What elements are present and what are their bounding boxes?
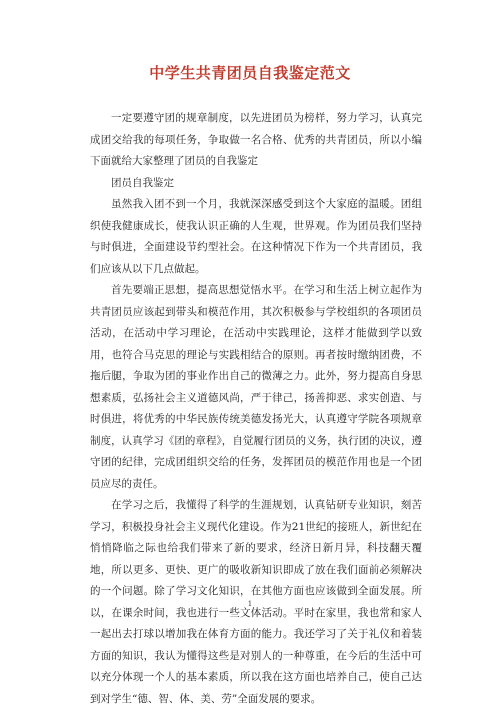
intro-paragraph: 一定要遵守团的规章制度，以先进团员为榜样，努力学习，认真完成团交给我的每项任务，争取做一名合格、优秀的共青团员，所以小编下面就给大家整理了团员的自我鉴定 (90, 112, 422, 167)
document-title: 中学生共青团员自我鉴定范文 (149, 64, 351, 82)
body-paragraph-1: 虽然我入团不到一个月，我就深深感受到这个大家庭的温暖。团组织使我健康成长，使我认识正确的人生观，世界观。作为团员我们坚持与时俱进，全面建设节约型社会。在这种情况下作为一个共青团员，我们应该从以下几点做起。 (90, 198, 422, 275)
body-paragraph-3: 在学习之后，我懂得了科学的生涯规划，认真钻研专业知识，刻苦学习，积极投身社会主义现代化建设。作为21世纪的接班人，新世纪在悄悄降临之际也给我们带来了新的要求，经济日新月异，科技翻天覆地，所以更多、更快、更广的吸收新知识即成了放在我们面前必须解决的一个问题。除了学习文化知识，在其他方面也应该做到全面发展。所以，在课余时间，我也进行一些文体活动。平时在家里，我也常和家人一起出去打球以增加我在体育方面的能力。我还学习了关于礼仪和着装方面的知识，我认为懂得这些是对别人的一种尊重，在今后的生活中可以充分体现一个人的基本素质，所以我在这方面也培养自己，使自己达到对学生“德、智、体、美、劳”全面发展的要求。 (90, 499, 422, 705)
body-paragraph-2: 首先要端正思想，提高思想觉悟水平。在学习和生活上树立起作为共青团员应该起到带头和模范作用，其次积极参与学校组织的各项团员活动，在活动中学习理论，在活动中实践理论，这样才能做到学以致用，也符合马克思的理论与实践相结合的原则。再者按时缴纳团费，不拖后腿，争取为团的事业作出自己的微薄之力。此外，努力提高自身思想素质，弘扬社会主义道德风尚，严于律己，扬善抑恶、求实创造、与时俱进，将优秀的中华民族传统美德发扬光大，认真遵守学院各项规章制度，认真学习《团的章程》，自觉履行团员的义务，执行团的决议，遵守团的纪律，完成团组织交给的任务，发挥团员的模范作用也是一个团员应尽的责任。 (90, 284, 422, 490)
document-body (90, 108, 422, 710)
page-number: 1 (247, 600, 253, 608)
section-heading: 团员自我鉴定 (111, 176, 174, 189)
